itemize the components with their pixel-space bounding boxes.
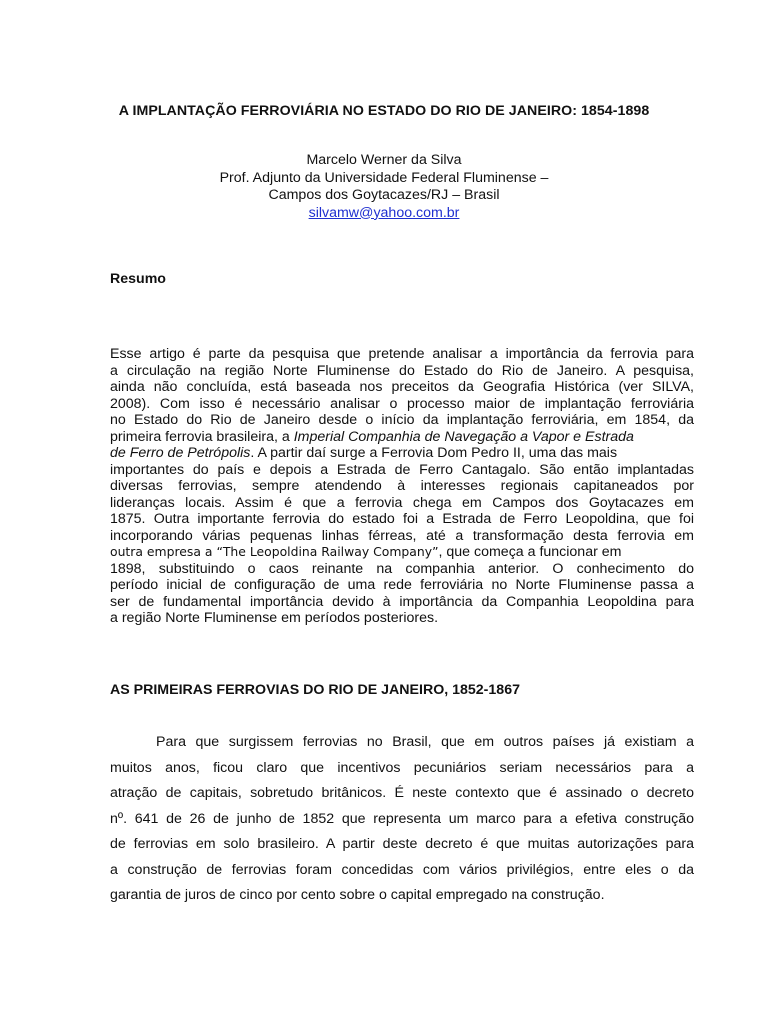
abstract-line: a região Norte Fluminense em períodos posteriores. (110, 610, 439, 626)
paragraph-line: a construção de ferrovias foram concedidas com vários privilégios, entre eles o da (110, 861, 694, 878)
abstract-line: período inicial de configuração de uma rede ferroviária no Norte Fluminense passa a (110, 577, 694, 593)
abstract-line: 1898, substituindo o caos reinante na companhia anterior. O conhecimento do (110, 560, 694, 577)
abstract-line (110, 544, 694, 561)
section-paragraph (110, 730, 694, 909)
abstract-line: lideranças locais. Assim é que a ferrovia chega em Campos dos Goytacazes em (110, 494, 694, 511)
abstract-heading: Resumo (110, 271, 166, 287)
abstract-line: ainda não concluída, está baseada nos preceitos da Geografia Histórica (ver SILVA, (110, 379, 694, 395)
paragraph-line: de ferrovias em solo brasileiro. A partir deste decreto é que muitas autorizações para (110, 836, 694, 852)
abstract-line: 1875. Outra importante ferrovia do estado foi a Estrada de Ferro Leopoldina, que foi (110, 511, 694, 527)
abstract-line: no Estado do Rio de Janeiro desde o início da implantação ferroviária, em 1854, da (110, 412, 694, 428)
author-location: Campos dos Goytacazes/RJ – Brasil (268, 187, 500, 203)
document-title: A IMPLANTAÇÃO FERROVIÁRIA NO ESTADO DO RIO DE JANEIRO: 1854-1898 (118, 103, 650, 119)
author-email-link[interactable]: silvamw@yahoo.com.br (308, 204, 460, 221)
abstract-paragraph (110, 346, 694, 627)
abstract-line: importantes do país e depois a Estrada de Ferro Cantagalo. São então implantadas (110, 461, 694, 478)
paragraph-line: atração de capitais, sobretudo britânicos. É neste contexto que é assinado o decreto (110, 785, 694, 801)
abstract-line-text: . A partir daí surge a Ferrovia Dom Pedro II, uma das mais (250, 445, 618, 461)
abstract-line (110, 445, 694, 462)
author-block (0, 152, 768, 222)
abstract-italic-company-name: Imperial Companhia de Navegação a Vapor e Estrada (293, 428, 634, 445)
paragraph-line: nº. 641 de 26 de junho de 1852 que representa um marco para a efetiva construção (110, 810, 694, 827)
abstract-line: incorporando várias pequenas linhas férreas, até a transformação desta ferrovia em (110, 527, 694, 544)
abstract-line-text: primeira ferrovia brasileira, a (110, 428, 290, 445)
abstract-line: a circulação na região Norte Fluminense do Estado do Rio de Janeiro. A pesquisa, (110, 362, 694, 379)
abstract-line: ser de fundamental importância devido à importância da Companhia Leopoldina para (110, 593, 694, 610)
section-heading: AS PRIMEIRAS FERROVIAS DO RIO DE JANEIRO, 1852-1867 (110, 682, 520, 698)
author-position: Prof. Adjunto da Universidade Federal Fluminense – (219, 169, 549, 186)
paragraph-line: garantia de juros de cinco por cento sobre o capital empregado na construção. (110, 887, 605, 903)
abstract-italic-company-name-end: de Ferro de Petrópolis (110, 445, 251, 461)
abstract-line (110, 429, 694, 446)
abstract-line: 2008). Com isso é necessário analisar o processo maior de implantação ferroviária (110, 395, 694, 412)
abstract-company-quote: outra empresa a “The Leopoldina Railway Company” (110, 544, 439, 559)
abstract-line: Esse artigo é parte da pesquisa que pretende analisar a importância da ferrovia para (110, 346, 694, 362)
paragraph-line: muitos anos, ficou claro que incentivos pecuniários seriam necessários para a (110, 759, 694, 776)
abstract-line: diversas ferrovias, sempre atendendo à interesses regionais capitaneados por (110, 478, 694, 494)
abstract-line-text: , que começa a funcionar em (438, 544, 622, 560)
paragraph-line: Para que surgissem ferrovias no Brasil, que em outros países já existiam a (156, 734, 694, 750)
author-name: Marcelo Werner da Silva (306, 152, 462, 168)
